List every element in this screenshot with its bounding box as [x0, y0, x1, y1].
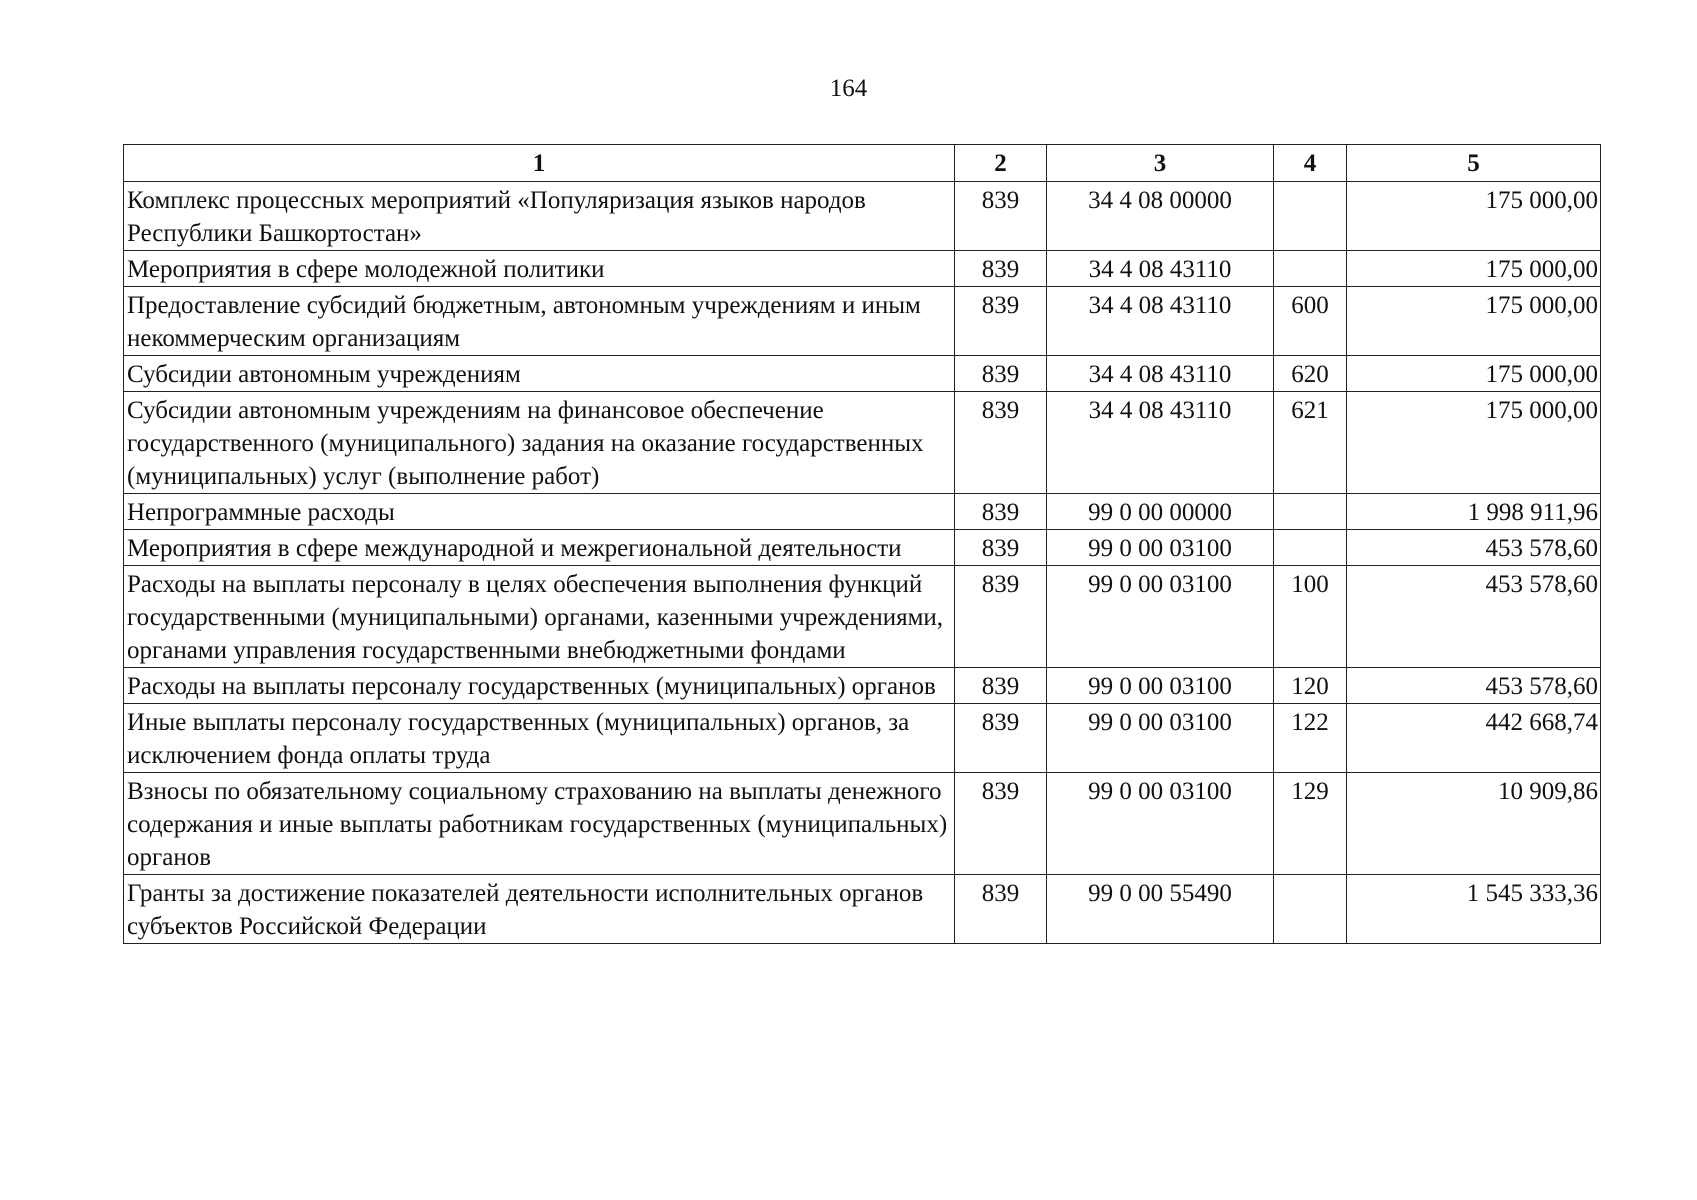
table-row — [124, 392, 1601, 494]
row-expense-type-cell — [1274, 875, 1347, 944]
row-code-cell: 839 — [955, 182, 1047, 251]
row-code-cell: 839 — [955, 704, 1047, 773]
table-row — [124, 251, 1601, 287]
row-target-article-cell: 99 0 00 03100 — [1047, 773, 1274, 875]
row-code-cell: 839 — [955, 773, 1047, 875]
table-row — [124, 182, 1601, 251]
row-expense-type-cell: 122 — [1274, 704, 1347, 773]
row-amount-cell: 175 000,00 — [1347, 356, 1601, 392]
row-name-cell: Расходы на выплаты персоналу в целях обеспечения выполнения функций государственными (муниципальными) органами, казенными учреждениями, органами управления государственными внебюджетными фондами — [124, 566, 955, 668]
row-name-cell: Иные выплаты персоналу государственных (муниципальных) органов, за исключением фонда оплаты труда — [124, 704, 955, 773]
header-col-5: 5 — [1347, 145, 1601, 182]
row-expense-type-cell — [1274, 251, 1347, 287]
row-code-cell: 839 — [955, 566, 1047, 668]
row-target-article-cell: 34 4 08 00000 — [1047, 182, 1274, 251]
row-amount-cell: 442 668,74 — [1347, 704, 1601, 773]
row-amount-cell: 1 998 911,96 — [1347, 494, 1601, 530]
row-name-cell: Мероприятия в сфере международной и межрегиональной деятельности — [124, 530, 955, 566]
row-code-cell: 839 — [955, 356, 1047, 392]
row-name-cell: Расходы на выплаты персоналу государственных (муниципальных) органов — [124, 668, 955, 704]
page-number: 164 — [829, 75, 868, 102]
row-expense-type-cell: 120 — [1274, 668, 1347, 704]
row-target-article-cell: 99 0 00 03100 — [1047, 530, 1274, 566]
row-expense-type-cell: 621 — [1274, 392, 1347, 494]
row-expense-type-cell: 100 — [1274, 566, 1347, 668]
row-amount-cell: 175 000,00 — [1347, 392, 1601, 494]
row-name-cell: Непрограммные расходы — [124, 494, 955, 530]
table-body — [124, 182, 1601, 944]
row-target-article-cell: 99 0 00 03100 — [1047, 566, 1274, 668]
row-target-article-cell: 34 4 08 43110 — [1047, 287, 1274, 356]
row-name-cell: Гранты за достижение показателей деятельности исполнительных органов субъектов Российской Федерации — [124, 875, 955, 944]
row-code-cell: 839 — [955, 287, 1047, 356]
row-amount-cell: 453 578,60 — [1347, 668, 1601, 704]
row-name-cell: Взносы по обязательному социальному страхованию на выплаты денежного содержания и иные выплаты работникам государственных (муниципальных) органов — [124, 773, 955, 875]
row-name-cell: Предоставление субсидий бюджетным, автономным учреждениям и иным некоммерческим организациям — [124, 287, 955, 356]
row-name-cell: Субсидии автономным учреждениям на финансовое обеспечение государственного (муниципального) задания на оказание государственных (муниципальных) услуг (выполнение работ) — [124, 392, 955, 494]
row-target-article-cell: 34 4 08 43110 — [1047, 356, 1274, 392]
row-amount-cell: 175 000,00 — [1347, 182, 1601, 251]
table-header-row — [124, 145, 1601, 182]
header-col-2: 2 — [955, 145, 1047, 182]
row-amount-cell: 453 578,60 — [1347, 566, 1601, 668]
row-code-cell: 839 — [955, 668, 1047, 704]
table-row — [124, 356, 1601, 392]
row-code-cell: 839 — [955, 392, 1047, 494]
table-row — [124, 875, 1601, 944]
row-code-cell: 839 — [955, 875, 1047, 944]
row-amount-cell: 175 000,00 — [1347, 251, 1601, 287]
row-code-cell: 839 — [955, 251, 1047, 287]
row-target-article-cell: 34 4 08 43110 — [1047, 392, 1274, 494]
row-target-article-cell: 34 4 08 43110 — [1047, 251, 1274, 287]
row-target-article-cell: 99 0 00 03100 — [1047, 668, 1274, 704]
row-target-article-cell: 99 0 00 00000 — [1047, 494, 1274, 530]
header-col-3: 3 — [1047, 145, 1274, 182]
row-code-cell: 839 — [955, 530, 1047, 566]
row-amount-cell: 10 909,86 — [1347, 773, 1601, 875]
row-code-cell: 839 — [955, 494, 1047, 530]
table-row — [124, 287, 1601, 356]
table-row — [124, 668, 1601, 704]
row-target-article-cell: 99 0 00 03100 — [1047, 704, 1274, 773]
row-amount-cell: 1 545 333,36 — [1347, 875, 1601, 944]
row-amount-cell: 175 000,00 — [1347, 287, 1601, 356]
table-row — [124, 773, 1601, 875]
row-target-article-cell: 99 0 00 55490 — [1047, 875, 1274, 944]
row-name-cell: Мероприятия в сфере молодежной политики — [124, 251, 955, 287]
row-expense-type-cell — [1274, 494, 1347, 530]
row-expense-type-cell — [1274, 182, 1347, 251]
header-col-4: 4 — [1274, 145, 1347, 182]
table-row — [124, 530, 1601, 566]
budget-table — [123, 144, 1601, 944]
row-expense-type-cell: 129 — [1274, 773, 1347, 875]
row-expense-type-cell: 600 — [1274, 287, 1347, 356]
row-name-cell: Субсидии автономным учреждениям — [124, 356, 955, 392]
table-row — [124, 704, 1601, 773]
row-amount-cell: 453 578,60 — [1347, 530, 1601, 566]
row-expense-type-cell — [1274, 530, 1347, 566]
table-row — [124, 494, 1601, 530]
row-expense-type-cell: 620 — [1274, 356, 1347, 392]
row-name-cell: Комплекс процессных мероприятий «Популяризация языков народов Республики Башкортостан» — [124, 182, 955, 251]
header-col-1: 1 — [124, 145, 955, 182]
table-row — [124, 566, 1601, 668]
